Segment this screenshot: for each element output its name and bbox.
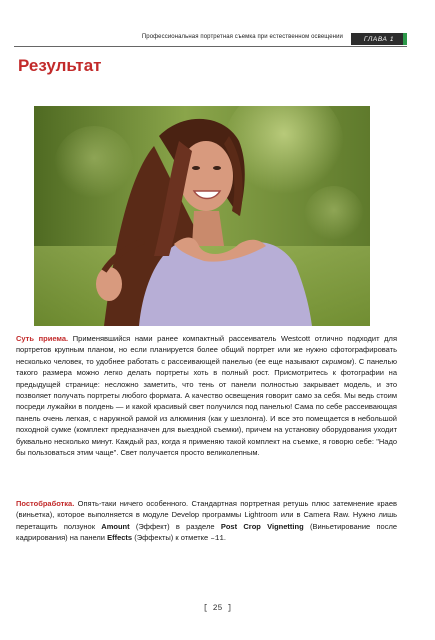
essence-italic-term: скримом [321, 356, 352, 366]
portrait-photo-illustration [34, 106, 370, 326]
essence-text-1: Применявшийся нами ранее компактный рассеиватель Westcott отлично подходит для портретов крупным планом, но если планируется более общий портрет или же нужно сфотографировать несколько человек, то удобнее работать с рассеивающей панелью (ее еще называют [16, 334, 397, 366]
section-title: Результат [18, 56, 102, 75]
amount-term: Amount [101, 521, 130, 531]
running-header [14, 34, 407, 47]
effects-term: Effects [107, 533, 133, 543]
paragraph-postprocessing [16, 498, 397, 546]
portrait-photo [34, 106, 370, 326]
postprocessing-text-2: (Эффект) в разделе [129, 521, 221, 531]
postprocessing-text-3: (Виньетирование после кадрирования) на панели [16, 521, 397, 543]
post-crop-vignetting-term: Post Crop Vignetting [220, 521, 304, 531]
postprocessing-text-4: (Эффекты) к отметке [132, 533, 211, 543]
slider-value: –11 [210, 535, 224, 544]
page-number: [ 25 ] [203, 604, 232, 613]
chapter-badge [351, 33, 407, 45]
paragraph-essence [16, 333, 397, 458]
postprocessing-lead: Постобработка. [16, 499, 75, 508]
running-title: Профессиональная портретная съемка при естественном освещении [141, 34, 343, 40]
chapter-accent-stripe [403, 33, 407, 45]
essence-lead: Суть приема. [16, 334, 69, 343]
essence-text-2: ). С панелью такого размера можно легко делать портреты хоть в полный рост. Присмотритесь к фотографии на предыдущей странице: несложно заметить, что тень от панели полностью закрывает модель, и это позволяет получать портреты любого формата. А качество освещения говорит само за себя. Мы ведь стоим посреди лужайки в полдень — и какой красивый свет получился под панелью! Сама по себе рассеивающая панель очень легкая, с наружной рамой из алюминия (как у шезлонга). И все это помещается в небольшой походной сумке (комплект предназначен для выездной съемки), причем на установку оборудования уходит буквально несколько минут. Каждый раз, когда я применяю такой комплект на съемке, я говорю себе: "Надо бы пользоваться этим чаще". Свет получается просто великолепным. [16, 356, 397, 458]
postprocessing-text-1: Опять-таки ничего особенного. Стандартная портретная ретушь плюс затемнение краев (виньетка), которое выполняется в модуле Develop программы Lightroom или в Camera Raw. Нужно лишь перетащить ползунок [16, 499, 397, 531]
chapter-label: ГЛАВА 1 [363, 35, 395, 43]
postprocessing-text-5: . [223, 533, 226, 543]
